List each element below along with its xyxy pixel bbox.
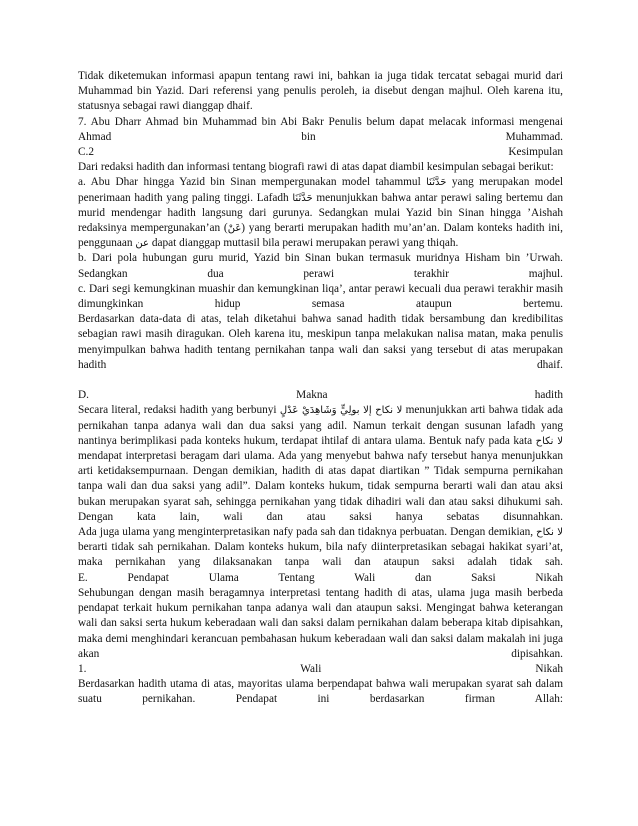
arabic-haddathana: حَدَّثَنَا <box>426 177 447 189</box>
arabic-an: عَنْ <box>227 223 242 235</box>
arabic-la-nikah: لا نكاح <box>536 527 564 539</box>
point-a-text: a. Abu Dhar hingga Yazid bin Sinan mempergunakan model tahammul <box>78 176 421 189</box>
arabic-hadith-text: لا نكاح إلا بولِيٍّ وَشَاهِدَيْ عَدْلٍ <box>279 405 403 417</box>
heading-kesimpulan: C.2 Kesimpulan <box>78 146 563 159</box>
makna-text: mendapat interpretasi beragam dari ulama. Ada yang menyebut bahwa nafy tersebut hanya menunjukkan arti ketidaksempurnaan. Dengan demikian, hadith di atas dapat diartikan ” Tidak sempurna pernikahan tanpa wali dan dua saksi yang adil”. Dalam konteks hukum, tidak sempurna berarti wali dan atau aksi bukan merupakan syarat sah, sehingga pernikahan yang tidak dihadiri wali dan atau saksi dihukumi sah. Dengan kata lain, wali dan atau saksi hanya sebatas disunnahkan. <box>78 450 563 523</box>
point-b: b. Dari pola hubungan guru murid, Yazid bin Sinan bukan termasuk muridnya Hisham bin ’Urwah. Sedangkan dua perawi terakhir majhul. <box>78 252 563 280</box>
paragraph-wali-nikah: Berdasarkan hadith utama di atas, mayoritas ulama berpendapat bahwa wali merupakan syarat sah dalam suatu pernikahan. Pendapat ini berdasarkan firman Allah: <box>78 678 563 706</box>
point-a <box>78 175 563 251</box>
makna-text: menunjukkan arti bahwa tidak ada pernikahan tanpa adanya wali dan dua saksi yang adil. Namun terkait dengan susunan lafadh yang nantinya berimplikasi pada konteks hukum, terdapat ihtilaf di antara ulama. Bentuk nafy pada kata <box>78 404 563 447</box>
heading-pendapat-ulama: E. Pendapat Ulama Tentang Wali dan Saksi Nikah <box>78 571 563 584</box>
point-a-text: ) yang berarti merupakan hadith mu’an’an. Dalam konteks hadith ini, penggunaan <box>78 222 563 250</box>
paragraph-makna-literal <box>78 403 563 525</box>
arabic-la-nikah: لا نكاح <box>535 435 563 447</box>
makna-text: Secara literal, redaksi hadith yang berbunyi <box>78 404 277 417</box>
paragraph-abu-dharr: 7. Abu Dharr Ahmad bin Muhammad bin Abi Bakr Penulis belum dapat melacak informasi mengenai Ahmad bin Muhammad. <box>78 115 563 143</box>
paragraph-makna-sah <box>78 525 563 571</box>
paragraph-pendapat-ulama: Sehubungan dengan masih beragamnya interpretasi tentang hadith di atas, ulama juga masih berbeda pendapat terkait hukum pernikahan tanpa adanya wali dan ataupun saksi. Mengingat bahwa keterangan wali dan saksi serta hukum keberadaan wali dan saksi dalam pernikahan dalam beberapa kitab dipisahkan, maka demi menghindari kerancuan pembahasan hukum keberadaan wali dan saksi dalam makalah ini juga akan dipisahkan. <box>78 586 563 660</box>
makna-text: berarti tidak sah pernikahan. Dalam konteks hukum, bila nafy diinterpretasikan sebagai hakikat syari’at, maka pernikahan yang dilaksanakan tanpa wali dan ataupun saksi adalah tidak sah. <box>78 541 563 569</box>
blank-line <box>78 373 563 388</box>
paragraph-rawi-majhul: Tidak diketemukan informasi apapun tentang rawi ini, bahkan ia juga tidak tercatat sebagai murid dari Muhammad bin Yazid. Dari referensi yang penulis peroleh, ia disebut dengan majhul. Oleh karena itu, statusnya sebagai rawi dianggap dhaif. <box>78 70 563 113</box>
heading-makna-hadith: D. Makna hadith <box>78 389 563 402</box>
heading-wali-nikah: 1. Wali Nikah <box>78 662 563 675</box>
document-page <box>78 69 563 708</box>
point-c: c. Dari segi kemungkinan muashir dan kemungkinan liqa’, antar perawi kecuali dua perawi terakhir masih dimungkinkan hidup semasa ataupun bertemu. <box>78 282 563 311</box>
paragraph-kesimpulan-intro: Dari redaksi hadith dan informasi tentang biografi rawi di atas dapat diambil kesimpulan sebagai berikut: <box>78 161 554 174</box>
arabic-haddathana: حَدَّثَنَا <box>292 192 313 204</box>
point-a-text: dapat dianggap muttasil bila perawi merupakan perawi yang thiqah. <box>151 237 459 250</box>
makna-text: Ada juga ulama yang menginterpretasikan nafy pada sah dan tidaknya perbuatan. Dengan demikian, <box>78 526 534 539</box>
paragraph-sanad-conclusion: Berdasarkan data-data di atas, telah diketahui bahwa sanad hadith tidak bersambung dan kredibilitas sebagian rawi masih diragukan. Oleh karena itu, meskipun tanpa melakukan nalisa matan, maka penulis menyimpulkan bahwa hadith tentang pernikahan tanpa wali dan saksi yang tersebut di atas merupakan hadith dhaif. <box>78 313 563 371</box>
point-a-text: yang merupakan model penerimaan hadith yang paling tinggi. Lafadh <box>78 176 563 204</box>
point-a-text: menunjukkan bahwa antar perawi saling bertemu dan murid mendengar hadith langsung dari gurunya. Sedangkan mulai Yazid bin Sinan hingga ’Aishah redaksinya mempergunakan’an ( <box>78 191 564 235</box>
arabic-an: عن <box>135 238 150 250</box>
